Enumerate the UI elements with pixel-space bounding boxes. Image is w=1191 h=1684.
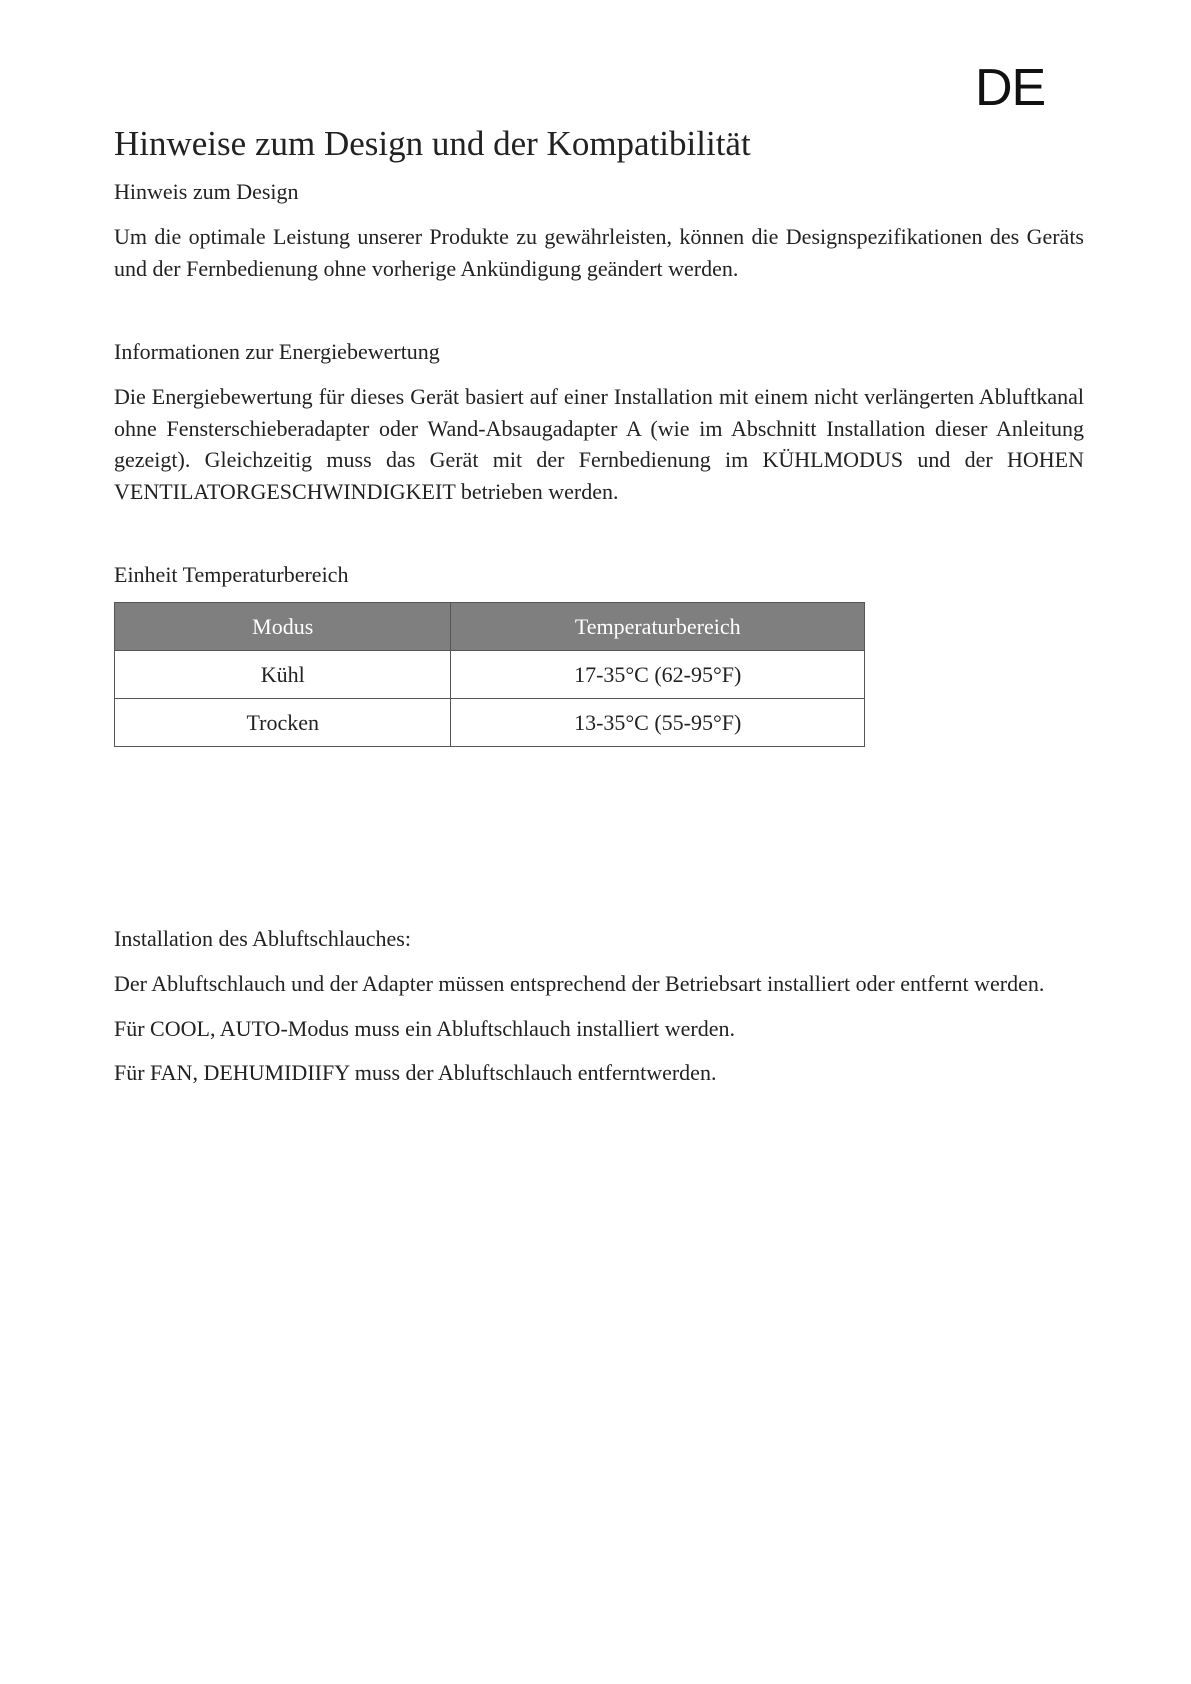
exhaust-hose-paragraph: Für COOL, AUTO-Modus muss ein Abluftschlauch installiert werden.	[114, 1015, 736, 1041]
energy-info-section	[114, 337, 1084, 507]
document-body	[114, 122, 1084, 1089]
table-cell-range: 13-35°C (55-95°F)	[451, 699, 865, 747]
column-header-temperature-range: Temperaturbereich	[451, 603, 865, 651]
exhaust-hose-section	[114, 924, 1084, 1089]
table-row	[115, 699, 865, 747]
exhaust-hose-paragraph: Der Abluftschlauch und der Adapter müssen entsprechend der Betriebsart installiert oder entfernt werden.	[114, 971, 1045, 996]
design-note-section	[114, 177, 1084, 284]
design-note-heading: Hinweis zum Design	[114, 179, 299, 204]
design-note-text: Um die optimale Leistung unserer Produkte zu gewährleisten, können die Designspezifikationen des Geräts und der Fernbedienung ohne vorherige Ankündigung geändert werden.	[114, 224, 1084, 281]
table-cell-mode: Trocken	[115, 699, 451, 747]
exhaust-hose-paragraph: Für FAN, DEHUMIDIIFY muss der Abluftschlauch entferntwerden.	[114, 1060, 717, 1085]
table-cell-mode: Kühl	[115, 651, 451, 699]
page-title: Hinweise zum Design und der Kompatibilität	[114, 124, 751, 163]
column-header-modus: Modus	[115, 603, 451, 651]
temperature-range-heading: Einheit Temperaturbereich	[114, 562, 349, 587]
temperature-range-table	[114, 602, 865, 747]
language-badge: DE	[975, 59, 1046, 117]
temperature-range-section	[114, 560, 1084, 747]
energy-info-heading: Informationen zur Energiebewertung	[114, 339, 440, 364]
table-cell-range: 17-35°C (62-95°F)	[451, 651, 865, 699]
exhaust-hose-heading: Installation des Abluftschlauches:	[114, 926, 411, 951]
table-header-row	[115, 603, 865, 651]
table-row	[115, 651, 865, 699]
energy-info-text: Die Energiebewertung für dieses Gerät basiert auf einer Installation mit einem nicht verlängerten Abluftkanal ohne Fensterschieberadapter oder Wand-Absaugadapter A (wie im Abschnitt Installation dieser Anleitung gezeigt). Gleichzeitig muss das Gerät mit der Fernbedienung im KÜHLMODUS und der HOHEN VENTILATORGESCHWINDIGKEIT betrieben werden.	[114, 384, 1084, 504]
